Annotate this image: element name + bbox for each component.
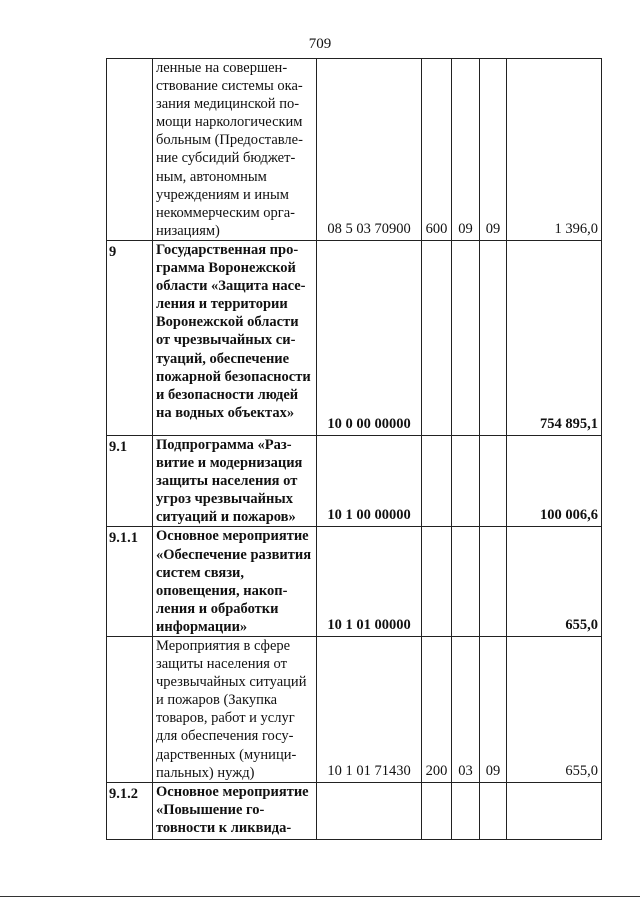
row-pr: 09 (480, 59, 507, 241)
row-name: Мероприятия в сфере защиты населения от чрезвычайных ситуаций и пожаров (Закупка товаров, работ и услуг для обеспечения государственных (муниципальных) нужд) (153, 636, 317, 782)
budget-table (106, 58, 602, 840)
row-number (107, 59, 153, 241)
row-number: 9 (107, 240, 153, 435)
row-pr (480, 435, 507, 526)
row-number: 9.1.2 (107, 782, 153, 839)
row-rz (452, 782, 480, 839)
row-code (317, 782, 422, 839)
row-name: Основное мероприятие «Обеспечение развития систем связи, оповещения, накопления и обработки информации» (153, 527, 317, 637)
row-pr: 09 (480, 636, 507, 782)
row-amount: 655,0 (507, 527, 602, 637)
row-pr (480, 782, 507, 839)
row-amount: 754 895,1 (507, 240, 602, 435)
table-row (107, 240, 602, 435)
row-name: ленные на совершенствование системы оказания медицинской помощи наркологическим больным (Предоставление субсидий бюджетным, автономным учреждениям и иным некоммерческим организациям) (153, 59, 317, 241)
row-code: 08 5 03 70900 (317, 59, 422, 241)
row-vr (422, 240, 452, 435)
row-vr (422, 527, 452, 637)
row-pr (480, 240, 507, 435)
row-amount (507, 782, 602, 839)
row-code: 10 1 01 00000 (317, 527, 422, 637)
row-rz: 09 (452, 59, 480, 241)
row-amount: 655,0 (507, 636, 602, 782)
row-code: 10 1 00 00000 (317, 435, 422, 526)
row-code: 10 0 00 00000 (317, 240, 422, 435)
row-number: 9.1 (107, 435, 153, 526)
table-row (107, 636, 602, 782)
row-rz (452, 435, 480, 526)
page-number: 709 (308, 36, 332, 52)
table-row (107, 435, 602, 526)
row-amount: 100 006,6 (507, 435, 602, 526)
page-bottom-divider (0, 896, 640, 897)
row-amount: 1 396,0 (507, 59, 602, 241)
row-name: Государственная программа Воронежской области «Защита населения и территории Воронежской области от чрезвычайных ситуаций, обеспечение пожарной безопасности и безопасности людей на водных объектах» (153, 240, 317, 435)
table-row (107, 782, 602, 839)
row-vr: 600 (422, 59, 452, 241)
table-row (107, 527, 602, 637)
row-rz: 03 (452, 636, 480, 782)
row-vr: 200 (422, 636, 452, 782)
table-row (107, 59, 602, 241)
row-pr (480, 527, 507, 637)
row-code: 10 1 01 71430 (317, 636, 422, 782)
row-number: 9.1.1 (107, 527, 153, 637)
row-name: Подпрограмма «Развитие и модернизация защиты населения от угроз чрезвычайных ситуаций и пожаров» (153, 435, 317, 526)
row-rz (452, 527, 480, 637)
row-number (107, 636, 153, 782)
row-name: Основное мероприятие «Повышение готовности к ликвида- (153, 782, 317, 839)
row-rz (452, 240, 480, 435)
row-vr (422, 782, 452, 839)
row-vr (422, 435, 452, 526)
